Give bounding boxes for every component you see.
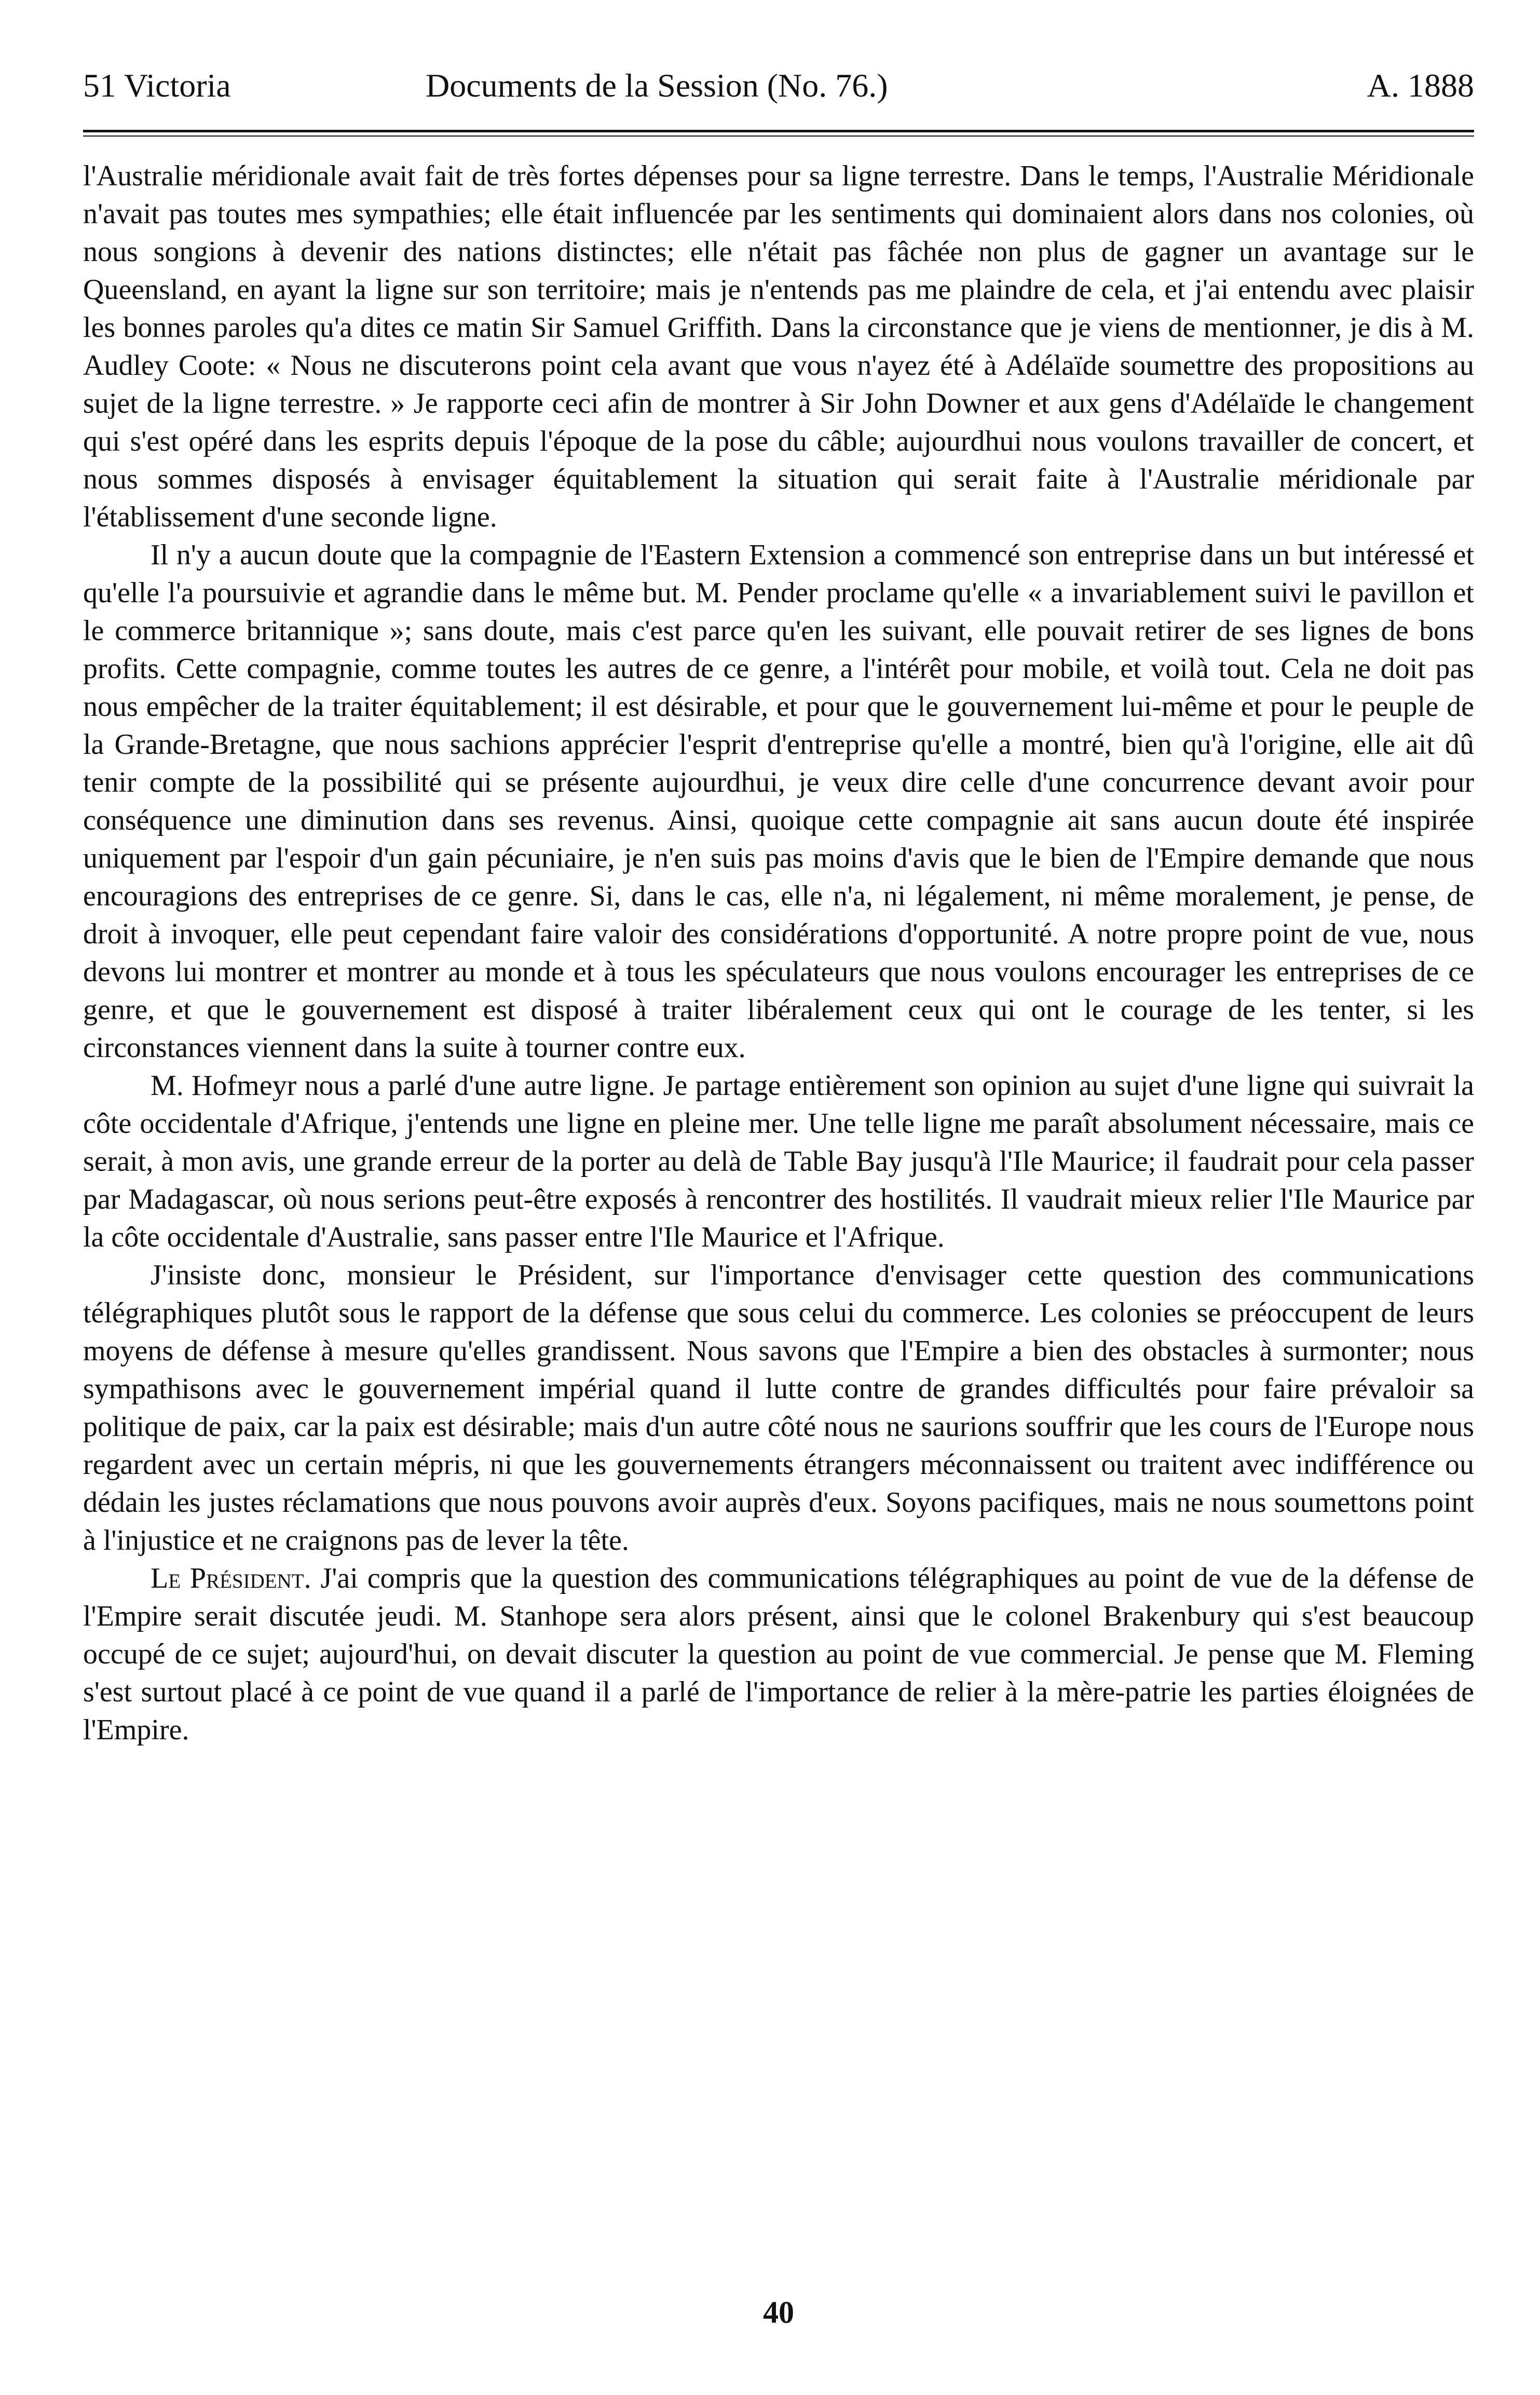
document-page (83, 57, 1474, 2352)
paragraph-3: M. Hofmeyr nous a parlé d'une autre ligne. Je partage entièrement son opinion au sujet d'une ligne qui suivrait la côte occidentale d'Afrique, j'entends une ligne en pleine mer. Une telle ligne me paraît absolument nécessaire, mais ce serait, à mon avis, une grande erreur de la porter au delà de Table Bay jusqu'à l'Ile Maurice; il faudrait pour cela passer par Madagascar, où nous serions peut-être exposés à rencontrer des hostilités. Il vaudrait mieux relier l'Ile Maurice par la côte occidentale d'Australie, sans passer entre l'Ile Maurice et l'Afrique. (83, 1070, 1474, 1253)
paragraph-4: J'insiste donc, monsieur le Président, sur l'importance d'envisager cette question des communications télégraphiques plutôt sous le rapport de la défense que sous celui du commerce. Les colonies se préoccupent de leurs moyens de défense à mesure qu'elles grandissent. Nous savons que l'Empire a bien des obstacles à surmonter; nous sympathisons avec le gouvernement impérial quand il lutte contre de grandes difficultés pour faire prévaloir sa politique de paix, car la paix est désirable; mais d'un autre côté nous ne saurions souffrir que les cours de l'Europe nous regardent avec un certain mépris, ni que les gouvernements étrangers méconnaissent ou traitent avec indifférence ou dédain les justes réclamations que nous pouvons avoir auprès d'eux. Soyons pacifiques, mais ne nous soumettons point à l'injustice et ne craignons pas de lever la tête. (83, 1259, 1474, 1557)
paragraph-5 (83, 1560, 1474, 1749)
paragraph-1: l'Australie méridionale avait fait de très fortes dépenses pour sa ligne terrestre. Dans le temps, l'Australie Méridionale n'avait pas toutes mes sympathies; elle était influencée par les sentiments qui dominaient alors dans nos colonies, où nous songions à devenir des nations distinctes; elle n'était pas fâchée non plus de gagner un avantage sur le Queensland, en ayant la ligne sur son territoire; mais je n'entends pas me plaindre de cela, et j'ai entendu avec plaisir les bonnes paroles qu'a dites ce matin Sir Samuel Griffith. Dans la circonstance que je viens de mentionner, je dis à M. Audley Coote: « Nous ne discuterons point cela avant que vous n'ayez été à Adélaïde soumettre des propositions au sujet de la ligne terrestre. » Je rapporte ceci afin de montrer à Sir John Downer et aux gens d'Adélaïde le changement qui s'est opéré dans les esprits depuis l'époque de la pose du câble; aujourdhui nous voulons travailler de concert, et nous sommes disposés à envisager équitablement la situation qui serait faite à l'Australie méridionale par l'établissement d'une seconde ligne. (83, 160, 1474, 533)
header-title: Documents de la Session (No. 76.) (426, 67, 888, 104)
page-number: 40 (763, 2295, 794, 2330)
header-rule (83, 130, 1474, 137)
header-regnal-year: 51 Victoria (83, 67, 231, 104)
speaker-name: Le Président. (151, 1562, 311, 1594)
paragraph-5-text: J'ai compris que la question des communications télégraphiques au point de vue de la défense de l'Empire serait discutée jeudi. M. Stanhope sera alors présent, ainsi que le colonel Brakenbury qui s'est beaucoup occupé de ce sujet; aujourd'hui, on devait discuter la question au point de vue commercial. Je pense que M. Fleming s'est surtout placé à ce point de vue quand il a parlé de l'importance de relier à la mère-patrie les parties éloignées de l'Empire. (83, 1562, 1474, 1746)
header-year: A. 1888 (1367, 67, 1474, 104)
body-text (83, 157, 1474, 1749)
running-head (83, 57, 1474, 114)
paragraph-2: Il n'y a aucun doute que la compagnie de l'Eastern Extension a commencé son entreprise dans un but intéressé et qu'elle l'a poursuivie et agrandie dans le même but. M. Pender proclame qu'elle « a invariablement suivi le pavillon et le commerce britannique »; sans doute, mais c'est parce qu'en les suivant, elle pouvait retirer de ses lignes de bons profits. Cette compagnie, comme toutes les autres de ce genre, a l'intérêt pour mobile, et voilà tout. Cela ne doit pas nous empêcher de la traiter équitablement; il est désirable, et pour que le gouvernement lui-même et pour le peuple de la Grande-Bretagne, que nous sachions apprécier l'esprit d'entreprise qu'elle a montré, bien qu'à l'origine, elle ait dû tenir compte de la possibilité qui se présente aujourdhui, je veux dire celle d'une concurrence devant avoir pour conséquence une diminution dans ses revenus. Ainsi, quoique cette compagnie ait sans aucun doute été inspirée uniquement par l'espoir d'un gain pécuniaire, je n'en suis pas moins d'avis que le bien de l'Empire demande que nous encouragions des entreprises de ce genre. Si, dans le cas, elle n'a, ni légalement, ni même moralement, je pense, de droit à invoquer, elle peut cependant faire valoir des considérations d'opportunité. A notre propre point de vue, nous devons lui montrer et montrer au monde et à tous les spéculateurs que nous voulons encourager les entreprises de ce genre, et que le gouvernement est disposé à traiter libéralement ceux qui ont le courage de les tenter, si les circonstances viennent dans la suite à tourner contre eux. (83, 539, 1474, 1064)
